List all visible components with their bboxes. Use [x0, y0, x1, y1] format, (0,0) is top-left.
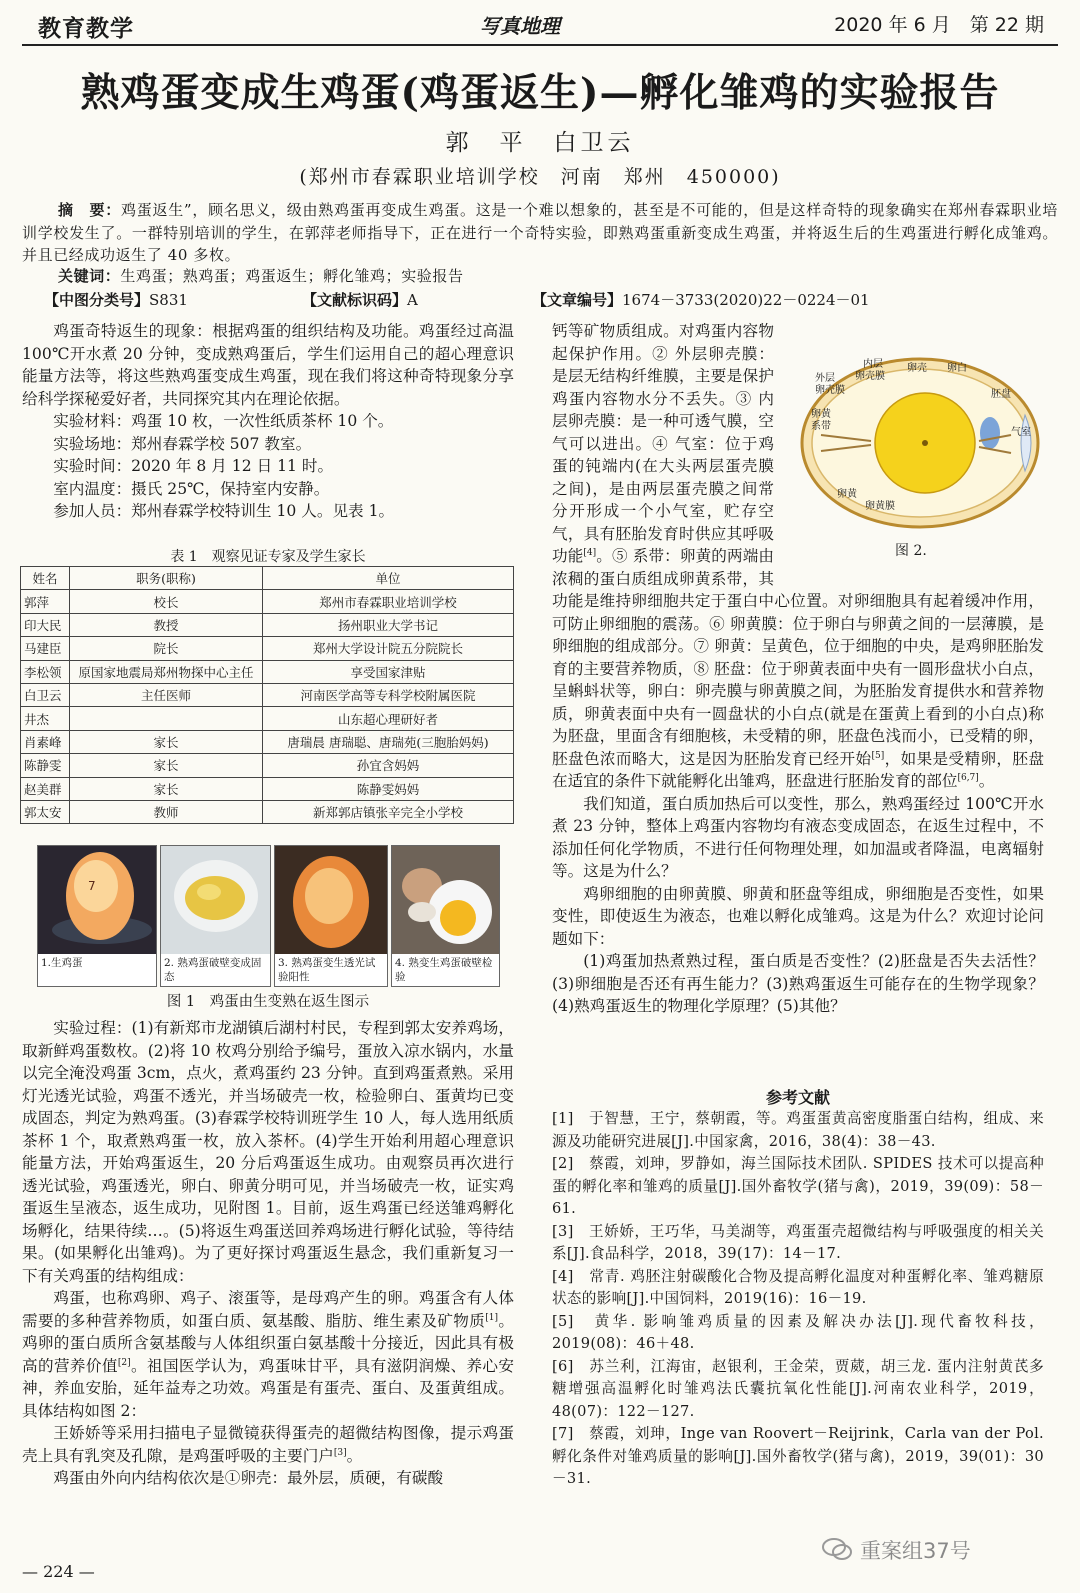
table-cell: 新郑郭店镇张辛完全小学校: [263, 800, 514, 823]
table-row: [21, 777, 514, 800]
left-intro: [22, 320, 514, 523]
article-number: [532, 289, 870, 310]
doc-code: [302, 289, 418, 310]
temp-line: 室内温度：摄氏 25℃，保持室内安静。: [53, 479, 330, 498]
struct-text-d: 。: [978, 772, 995, 790]
wang-text-a: 王娇娇等采用扫描电子显微镜获得蛋壳的超微结构图像，提示鸡蛋壳上具有乳突及孔隙，是鸡蛋呼吸的主要门户: [22, 1424, 514, 1465]
figure2-caption: 图 2.: [895, 543, 927, 559]
struct-text-c: ，如果是受精卵，胚盘在适宜的条件下就能孵化出雏鸡，胚盘进行胚胎发育的部位: [552, 749, 1044, 790]
art-value: 1674－3733(2020)22－0224－01: [622, 291, 870, 309]
label-inner: 内层: [863, 359, 883, 370]
table-cell: 赵美群: [21, 777, 70, 800]
label-yolk: 卵黄: [837, 489, 857, 500]
table-row: [21, 754, 514, 777]
label-vitelline: 卵黄膜: [865, 501, 895, 512]
wang-text-b: 。: [346, 1446, 363, 1465]
cell-paragraph: 鸡卵细胞的由卵黄膜、卵黄和胚盘等组成，卵细胞是否变性，如果变性，即使返生为液态，也难以孵化成雏鸡。这是为什么？欢迎讨论问题如下：: [552, 884, 1044, 948]
figure1-panel-raw-egg: [37, 845, 157, 987]
reference-item: [1] 于智慧，王宁，蔡朝霞，等。鸡蛋蛋黄高密度脂蛋白结构，组成、来源及功能研究进展[J].中国家禽，2016，38(4)：38－43.: [552, 1110, 1044, 1150]
table-cell: 肖素峰: [21, 730, 70, 753]
table-cell: 孙宜含妈妈: [263, 754, 514, 777]
time-line: 实验时间：2020 年 8 月 12 日 11 时。: [53, 457, 334, 475]
table-row: [21, 660, 514, 683]
reference-item: [6] 苏兰利，江海宙，赵银利，王金荣，贾葳，胡三龙. 蛋内注射黄芪多糖增强高温孵化时雏鸡法氏囊抗氧化性能[J].河南农业科学，2019，48(07)：122－127.: [552, 1357, 1044, 1420]
references-title: 参考文献: [765, 1088, 830, 1107]
egg-text-c: 。祖国医学认为，鸡蛋味甘平，具有滋阴润燥、养心安神，养血安胎，延年益寿之功效。鸡蛋是有蛋壳、蛋白、及蛋黄组成。具体结构如图 2：: [22, 1356, 514, 1420]
wechat-icon: [822, 1537, 852, 1561]
clc-number: [44, 289, 188, 310]
table-cell: 主任医师: [70, 683, 263, 706]
label-inner2: 卵壳膜: [855, 371, 885, 382]
table-cell: 山东超心理研好者: [263, 707, 514, 730]
paper-authors: 郭 平 白卫云: [445, 130, 635, 156]
clc-value: S831: [149, 291, 188, 309]
struct-text-b: 。⑤ 系带：卵黄的两端由浓稠的蛋白质组成卵黄系带，其功能是维持卵细胞共定于蛋白中心位置。对卵细胞具有起着缓冲作用，可防止卵细胞的震荡。⑥ 卵黄膜：位于卵白与卵黄之间的一层薄膜，是卵细胞的组成部分。⑦ 卵黄：呈黄色，位于细胞的中央，是鸡卵胚胎发育的主要营养物质，⑧ 胚盘：位于卵黄表面中央有一圆形盘状小白点，呈蝌蚪状等，卵白：卵壳膜与卵黄膜之间，为胚胎发育提供水和营养物质，卵黄表面中央有一圆盘状的小白点(就是在蛋黄上看到的小白点)称为胚盘，里面含有细胞核，未受精的卵，胚盘色浅而小，已受精的卵，胚盘色浓而略大，这是因为胚胎发育已经开始: [552, 547, 1044, 768]
table-cell: 院长: [70, 637, 263, 660]
label-outer2: 卵壳膜: [815, 385, 845, 396]
table-cell: 郑州大学设计院五分院院长: [263, 637, 514, 660]
table-cell: 唐瑞晨 唐瑞聪、唐瑞苑(三胞胎妈妈): [263, 730, 514, 753]
figure1-panel-cooked-egg: [160, 845, 271, 987]
table-cell: 享受国家津贴: [263, 660, 514, 683]
page-number: — 224 —: [22, 1562, 95, 1581]
left-body: [22, 1017, 514, 1490]
structure-paragraph: 鸡蛋由外向内结构依次是①卵壳：最外层，质硬，有碳酸: [53, 1469, 444, 1487]
egg-text-a: 鸡蛋，也称鸡卵、鸡子、滚蛋等，是母鸡产生的卵。鸡蛋含有人体需要的多种营养物质，如蛋白质、氨基酸、脂肪、维生素及矿物质: [22, 1289, 514, 1330]
abstract-text: 鸡蛋返生”，顾名思义，级由熟鸡蛋再变成生鸡蛋。这是一个难以想象的，甚至是不可能的，但是这样奇特的现象确实在郑州春霖职业培训学校发生了。一群特别培训的学生，在郭萍老师指导下，正在进行一个奇特实验，即熟鸡蛋重新变成生鸡蛋，并将返生后的生鸡蛋进行孵化成雏鸡。并且已经成功返生了 40 多枚。: [22, 201, 1058, 264]
table-row: [21, 707, 514, 730]
table-cell: 陈静雯: [21, 754, 70, 777]
table-cell: 校长: [70, 590, 263, 613]
clc-label: 【中图分类号】: [44, 291, 150, 309]
table-row: [21, 730, 514, 753]
cite-2: [2]: [117, 1357, 131, 1368]
abstract: [22, 199, 1058, 267]
doc-label: 【文献标识码】: [302, 291, 408, 309]
svg-text:7: 7: [88, 879, 96, 893]
cite-1: [1]: [485, 1312, 498, 1323]
keywords-label: 关键词：: [58, 267, 121, 285]
table-cell: 郭太安: [21, 800, 70, 823]
egg-paragraph: [22, 1287, 514, 1422]
label-aircell: 气室: [1011, 427, 1031, 438]
know-paragraph: 我们知道，蛋白质加热后可以变性，那么，熟鸡蛋经过 100℃开水煮 23 分钟，整体上鸡蛋内容物均有液态变成固态，在返生过程中，不添加任何化学物质，不进行任何物理处理，如加温或者降温，电离辐射等。这是为什么？: [552, 794, 1044, 880]
table-cell: 陈静雯妈妈: [263, 777, 514, 800]
references-list: [552, 1108, 1044, 1491]
material-line: 实验材料：鸡蛋 10 枚，一次性纸质茶杯 10 个。: [53, 412, 394, 430]
reference-item: [3] 王娇娇，王巧华，马美湖等，鸡蛋蛋壳超微结构与呼吸强度的相关关系[J].食品科学，2018，39(17)：14－17.: [552, 1222, 1044, 1262]
table-header-cell: 姓名: [21, 567, 70, 590]
reference-item: [7] 蔡霞，刘珅，Inge van Roovert－Reijrink，Carla van der Pol. 孵化条件对雏鸡质量的影响[J].国外畜牧学(猪与禽)，2019，39(01)：30－31.: [552, 1425, 1044, 1487]
right-body: [552, 320, 1044, 1018]
figure1-label-2: 2. 熟鸡蛋破壁变成固态: [164, 957, 262, 983]
table-cell: 李松领: [21, 660, 70, 683]
label-outer: 外层: [815, 373, 835, 384]
table-cell: 扬州职业大学书记: [263, 613, 514, 636]
figure1-caption: 图 1 鸡蛋由生变熟在返生图示: [166, 994, 370, 1010]
figure1-panel-transmit: [274, 845, 388, 987]
process-paragraph: 实验过程：(1)有新郑市龙湖镇后湖村村民，专程到郭太安养鸡场，取新鲜鸡蛋数枚。(2)将 10 枚鸡分别给予编号，蛋放入凉水锅内，水量以完全淹没鸡蛋 3cm，点火，煮鸡蛋约 23 分钟。直到鸡蛋煮熟。采用灯光透光试验，鸡蛋不透光，并当场破壳一枚，检验卵白、蛋黄均已变成固态，判定为熟鸡蛋。(3)春霖学校特训班学生 10 人，每人选用纸质茶杯 1 个，取煮熟鸡蛋一枚，放入茶杯。(4)学生开始利用超心理意识能量方法，开始鸡蛋返生，20 分后鸡蛋返生成功。由观察员再次进行透光试验，鸡蛋透光，卵白、卵黄分明可见，并当场破壳一枚，证实鸡蛋返生呈液态，返生成功，见附图 1。目前，返生鸡蛋已经送雏鸡孵化场孵化，结果待续…。(5)将返生鸡蛋送回养鸡场进行孵化试验，等待结果。(如果孵化出雏鸡)。为了更好探讨鸡蛋返生悬念，我们重新复习一下有关鸡蛋的结构组成：: [22, 1019, 514, 1285]
table-cell: 井杰: [21, 707, 70, 730]
label-white: 卵白: [947, 363, 967, 374]
table-cell: 原国家地震局郑州物探中心主任: [70, 660, 263, 683]
intro-paragraph: 鸡蛋奇特返生的现象：根据鸡蛋的组织结构及功能。鸡蛋经过高温 100℃开水煮 20 分钟，变成熟鸡蛋后，学生们运用自己的超心理意识能量方法等，将这些熟鸡蛋变成生鸡蛋，现在我们将这种奇特现象分享给科学探秘爱好者，共同探究其内在理论依据。: [22, 322, 514, 408]
journal-name: 写真地理: [480, 14, 560, 38]
broken-egg-photo: [392, 846, 499, 954]
table-cell: 印大民: [21, 613, 70, 636]
table1-caption: 表 1 观察见证专家及学生家长: [170, 549, 366, 565]
table-cell: 郑州市春霖职业培训学校: [263, 590, 514, 613]
cite-6-7: [6,7]: [957, 772, 979, 783]
raw-egg-photo: [38, 846, 156, 954]
table-header-row: [21, 567, 514, 590]
table-cell: 教师: [70, 800, 263, 823]
table-cell: 河南医学高等专科学校附属医院: [263, 683, 514, 706]
figure1-label-3: 3. 熟鸡蛋变生透光试验阳性: [278, 957, 376, 983]
paper-affiliation: (郑州市春霖职业培训学校 河南 郑州 450000): [299, 166, 781, 188]
table-cell: 教授: [70, 613, 263, 636]
figure1-panel-broken: [391, 845, 500, 987]
label-blastoderm: 胚盘: [991, 389, 1011, 400]
table1: [20, 566, 514, 824]
label-chalaza: 卵黄: [811, 409, 831, 420]
keywords-text: 生鸡蛋；熟鸡蛋；鸡蛋返生；孵化雏鸡；实验报告: [120, 267, 464, 285]
table-cell: 家长: [70, 754, 263, 777]
abstract-label: 摘 要：: [58, 201, 121, 219]
table-cell: 郭萍: [21, 590, 70, 613]
label-chalaza2: 系带: [811, 421, 831, 432]
people-line: 参加人员：郑州春霖学校特训生 10 人。见表 1。: [53, 502, 395, 520]
table-header-cell: 职务(职称): [70, 567, 263, 590]
cite-5: [5]: [871, 750, 885, 761]
watermark: 重案组37号: [860, 1539, 971, 1563]
reference-item: [2] 蔡霞，刘珅，罗静如，海兰国际技术团队. SPIDES 技术可以提高种蛋的孵化率和雏鸡的质量[J].国外畜牧学(猪与禽)，2019，39(09)：58－61.: [552, 1155, 1044, 1217]
art-label: 【文章编号】: [532, 291, 623, 309]
reference-item: [5] 黄华. 影响雏鸡质量的因素及解决办法[J].现代畜牧科技，2019(08)：46＋48.: [552, 1312, 1044, 1352]
journal-section: 教育教学: [38, 16, 134, 42]
table-header-cell: 单位: [263, 567, 514, 590]
table-cell: [70, 707, 263, 730]
figure1-label-1: 1.生鸡蛋: [41, 957, 83, 969]
table-row: [21, 800, 514, 823]
header-rule: [22, 44, 1058, 46]
table-cell: 家长: [70, 730, 263, 753]
table-row: [21, 613, 514, 636]
figure2-float-space: [774, 320, 1044, 568]
table-row: [21, 683, 514, 706]
table-row: [21, 590, 514, 613]
table-row: [21, 637, 514, 660]
egg-text-b: 。鸡卵的蛋白质所含氨基酸与人体组织蛋白氨基酸十分接近，因此具有极高的营养价值: [22, 1311, 514, 1375]
issue-info: 2020 年 6 月 第 22 期: [834, 14, 1044, 36]
table-cell: 家长: [70, 777, 263, 800]
paper-title: 熟鸡蛋变成生鸡蛋(鸡蛋返生)—孵化雏鸡的实验报告: [80, 70, 1000, 116]
cooked-egg-photo: [161, 846, 270, 954]
wang-paragraph: [22, 1422, 514, 1467]
reference-item: [4] 常青. 鸡胚注射碳酸化合物及提高孵化温度对种蛋孵化率、雏鸡糖原状态的影响[J].中国饲料，2019(16)：16－19.: [552, 1267, 1044, 1307]
place-line: 实验场地：郑州春霖学校 507 教室。: [53, 434, 312, 453]
doc-value: A: [407, 291, 418, 309]
keywords: [58, 265, 1038, 288]
transmit-egg-photo: [275, 846, 387, 954]
cite-4: [4]: [583, 547, 597, 558]
table-cell: 白卫云: [21, 683, 70, 706]
table-cell: 马建臣: [21, 637, 70, 660]
figure1-label-4: 4. 熟变生鸡蛋破壁检验: [395, 957, 493, 983]
label-shell: 卵壳: [907, 363, 927, 374]
questions-paragraph: (1)鸡蛋加热煮熟过程，蛋白质是否变性？(2)胚盘是否失去活性？(3)卵细胞是否还有再生能力？(3)熟鸡蛋返生可能存在的生物学现象？(4)熟鸡蛋返生的物理化学原理？(5)其他？: [552, 952, 1044, 1015]
struct-text-a: 钙等矿物质组成。对鸡蛋内容物起保护作用。② 外层卵壳膜：是层无结构纤维膜，主要是保护鸡蛋内容物水分不丢失。③ 内层卵壳膜：是一种可透气膜，空气可以进出。④ 气室：位于鸡蛋的钝端内(在大头两层蛋壳膜之间)，是由两层蛋壳膜之间常分开形成一个小气室，贮存空气，具有胚胎发育时供应其呼吸功能: [552, 322, 774, 565]
cite-3: [3]: [333, 1447, 347, 1458]
